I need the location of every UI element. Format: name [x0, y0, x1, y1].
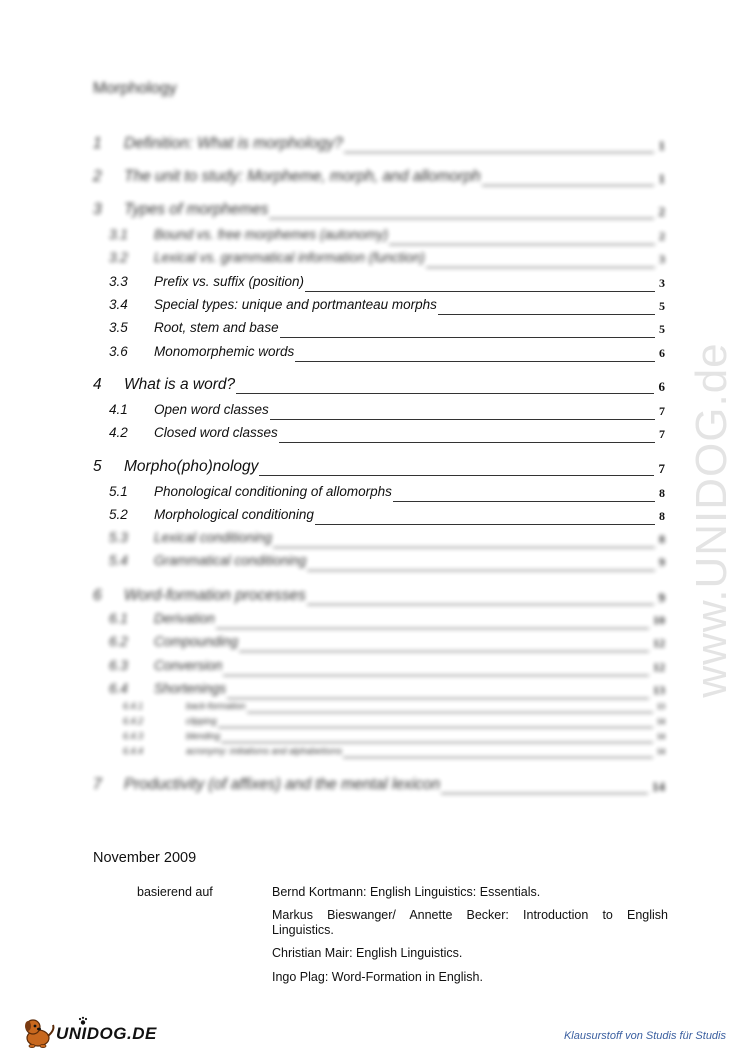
toc-number: 2: [93, 168, 102, 185]
toc-entry[interactable]: [93, 168, 665, 188]
toc-leader-line: [441, 793, 648, 794]
toc-leader-line: [280, 337, 655, 338]
toc-leader-line: [315, 524, 655, 525]
toc-page-number: 5: [659, 322, 665, 336]
toc-title: Open word classes: [154, 402, 269, 417]
toc-leader-line: [223, 675, 649, 676]
based-on-label: basierend auf: [137, 885, 213, 899]
toc-page-number: 5: [659, 299, 665, 313]
toc-page-number: 2: [658, 204, 665, 219]
toc-page-number: 14: [657, 747, 665, 756]
toc-title: Bound vs. free morphemes (autonomy): [154, 227, 389, 242]
toc-title: Definition: What is morphology?: [124, 135, 343, 152]
toc-title: What is a word?: [124, 376, 236, 393]
toc-number: 6.4.2: [123, 716, 144, 726]
toc-leader-line: [247, 712, 653, 713]
toc-title: Root, stem and base: [154, 320, 279, 335]
toc-entry[interactable]: [93, 507, 665, 527]
toc-number: 5.1: [109, 484, 128, 499]
toc-leader-line: [307, 570, 655, 571]
logo-text: UNIDOG.DE: [56, 1024, 157, 1043]
toc-page-number: 8: [659, 509, 665, 523]
toc-number: 5.3: [109, 530, 128, 545]
toc-page-number: 9: [659, 555, 665, 569]
toc-number: 7: [93, 776, 102, 793]
toc-number: 5.4: [109, 553, 128, 568]
toc-number: 5: [93, 458, 102, 475]
page-title: Morphology: [93, 80, 177, 97]
toc-leader-line: [389, 244, 655, 245]
toc-entry[interactable]: [93, 634, 665, 654]
toc-leader-line: [273, 547, 655, 548]
toc-title: back-formation: [186, 701, 246, 711]
toc-leader-line: [343, 757, 653, 758]
toc-page-number: 7: [659, 404, 665, 418]
toc-leader-line: [279, 442, 655, 443]
reference-3: Christian Mair: English Linguistics.: [272, 946, 463, 960]
toc-entry[interactable]: [93, 344, 665, 364]
toc-title: Phonological conditioning of allomorphs: [154, 484, 392, 499]
toc-page-number: 14: [657, 732, 665, 741]
toc-entry[interactable]: [93, 227, 665, 247]
toc-entry[interactable]: [93, 701, 665, 714]
toc-title: Special types: unique and portmanteau morphs: [154, 297, 437, 312]
toc-entry[interactable]: [93, 425, 665, 445]
toc-page-number: 6: [659, 346, 665, 360]
toc-leader-line: [482, 185, 654, 186]
reference-1: Bernd Kortmann: English Linguistics: Essentials.: [272, 885, 541, 899]
toc-number: 6.4.4: [123, 746, 144, 756]
toc-entry[interactable]: [93, 746, 665, 759]
toc-number: 6.1: [109, 611, 128, 626]
toc-page-number: 10: [653, 613, 665, 627]
toc-title: Compounding: [154, 634, 239, 649]
toc-page-number: 3: [659, 252, 665, 266]
toc-page-number: 9: [658, 590, 665, 605]
toc-page-number: 14: [652, 779, 665, 794]
toc-title: Morpho(pho)nology: [124, 458, 259, 475]
toc-leader-line: [426, 267, 655, 268]
toc-page-number: 12: [653, 636, 665, 650]
toc-leader-line: [305, 291, 655, 292]
toc-number: 3.4: [109, 297, 128, 312]
reference-2: Markus Bieswanger/ Annette Becker: Introduction to English Linguistics.: [272, 908, 668, 937]
toc-entry[interactable]: [93, 587, 665, 607]
toc-title: Word-formation processes: [124, 587, 306, 604]
toc-number: 6.4.3: [123, 731, 144, 741]
toc-title: Productivity (of affixes) and the mental lexicon: [124, 776, 441, 793]
toc-leader-line: [259, 475, 654, 476]
toc-page-number: 1: [658, 171, 665, 186]
toc-number: 3.1: [109, 227, 128, 242]
toc-entry[interactable]: [93, 553, 665, 573]
toc-title: Shortenings: [154, 681, 227, 696]
toc-page-number: 3: [659, 276, 665, 290]
reference-4: Ingo Plag: Word-Formation in English.: [272, 970, 483, 984]
toc-entry[interactable]: [93, 320, 665, 340]
toc-title: acronymy: initialisms and alphabetisms: [186, 746, 343, 756]
toc-title: Grammatical conditioning: [154, 553, 307, 568]
footer-tagline: Klausurstoff von Studis für Studis: [563, 1030, 726, 1042]
toc-leader-line: [218, 727, 653, 728]
toc-leader-line: [236, 393, 654, 394]
toc-entry[interactable]: [93, 716, 665, 729]
toc-leader-line: [227, 698, 649, 699]
toc-number: 3.5: [109, 320, 128, 335]
toc-leader-line: [221, 742, 653, 743]
watermark: www.UNIDOG.de: [687, 342, 736, 698]
toc-entry[interactable]: [93, 250, 665, 270]
unidog-logo[interactable]: [22, 1016, 157, 1050]
toc-number: 4: [93, 376, 102, 393]
toc-entry[interactable]: [93, 201, 665, 221]
toc-entry[interactable]: [93, 135, 665, 155]
toc-number: 6.4.1: [123, 701, 144, 711]
toc-leader-line: [270, 419, 655, 420]
toc-page-number: 8: [659, 486, 665, 500]
toc-page-number: 2: [659, 229, 665, 243]
toc-leader-line: [344, 152, 654, 153]
toc-entry[interactable]: [93, 611, 665, 631]
toc-page-number: 13: [657, 702, 665, 711]
toc-entry[interactable]: [93, 376, 665, 396]
toc-title: The unit to study: Morpheme, morph, and allomorph: [124, 168, 481, 185]
toc-number: 6: [93, 587, 102, 604]
toc-leader-line: [307, 604, 654, 605]
toc-title: Closed word classes: [154, 425, 278, 440]
toc-entry[interactable]: [93, 776, 665, 796]
toc-title: Lexical vs. grammatical information (function): [154, 250, 425, 265]
toc-leader-line: [269, 218, 654, 219]
toc-number: 3.3: [109, 274, 128, 289]
toc-title: clipping: [186, 716, 217, 726]
document-date: November 2009: [93, 850, 197, 866]
toc-page-number: 14: [657, 717, 665, 726]
toc-page-number: 7: [658, 461, 665, 476]
toc-number: 6.2: [109, 634, 128, 649]
toc-number: 3.2: [109, 250, 128, 265]
toc-entry[interactable]: [93, 731, 665, 744]
dog-icon: [22, 1016, 58, 1050]
toc-entry[interactable]: [93, 458, 665, 478]
toc-page-number: 1: [658, 138, 665, 153]
toc-title: blending: [186, 731, 221, 741]
toc-leader-line: [438, 314, 655, 315]
toc-entry[interactable]: [93, 530, 665, 550]
toc-number: 6.4: [109, 681, 128, 696]
toc-number: 3: [93, 201, 102, 218]
toc-title: Monomorphemic words: [154, 344, 295, 359]
toc-page-number: 13: [653, 683, 665, 697]
toc-entry[interactable]: [93, 297, 665, 317]
toc-leader-line: [216, 628, 649, 629]
toc-leader-line: [295, 361, 655, 362]
toc-number: 4.2: [109, 425, 128, 440]
toc-title: Conversion: [154, 658, 223, 673]
toc-title: Lexical conditioning: [154, 530, 272, 545]
toc-entry[interactable]: [93, 681, 665, 701]
toc-page-number: 8: [659, 532, 665, 546]
toc-entry[interactable]: [93, 402, 665, 422]
toc-number: 3.6: [109, 344, 128, 359]
toc-entry[interactable]: [93, 484, 665, 504]
toc-number: 5.2: [109, 507, 128, 522]
toc-title: Morphological conditioning: [154, 507, 314, 522]
toc-entry[interactable]: [93, 274, 665, 294]
toc-leader-line: [393, 501, 655, 502]
toc-number: 1: [93, 135, 102, 152]
toc-title: Derivation: [154, 611, 215, 626]
toc-page-number: 7: [659, 427, 665, 441]
toc-number: 6.3: [109, 658, 128, 673]
toc-title: Types of morphemes: [124, 201, 269, 218]
toc-page-number: 12: [653, 660, 665, 674]
toc-title: Prefix vs. suffix (position): [154, 274, 305, 289]
toc-entry[interactable]: [93, 658, 665, 678]
toc-page-number: 6: [658, 379, 665, 394]
toc-number: 4.1: [109, 402, 128, 417]
toc-leader-line: [239, 651, 649, 652]
